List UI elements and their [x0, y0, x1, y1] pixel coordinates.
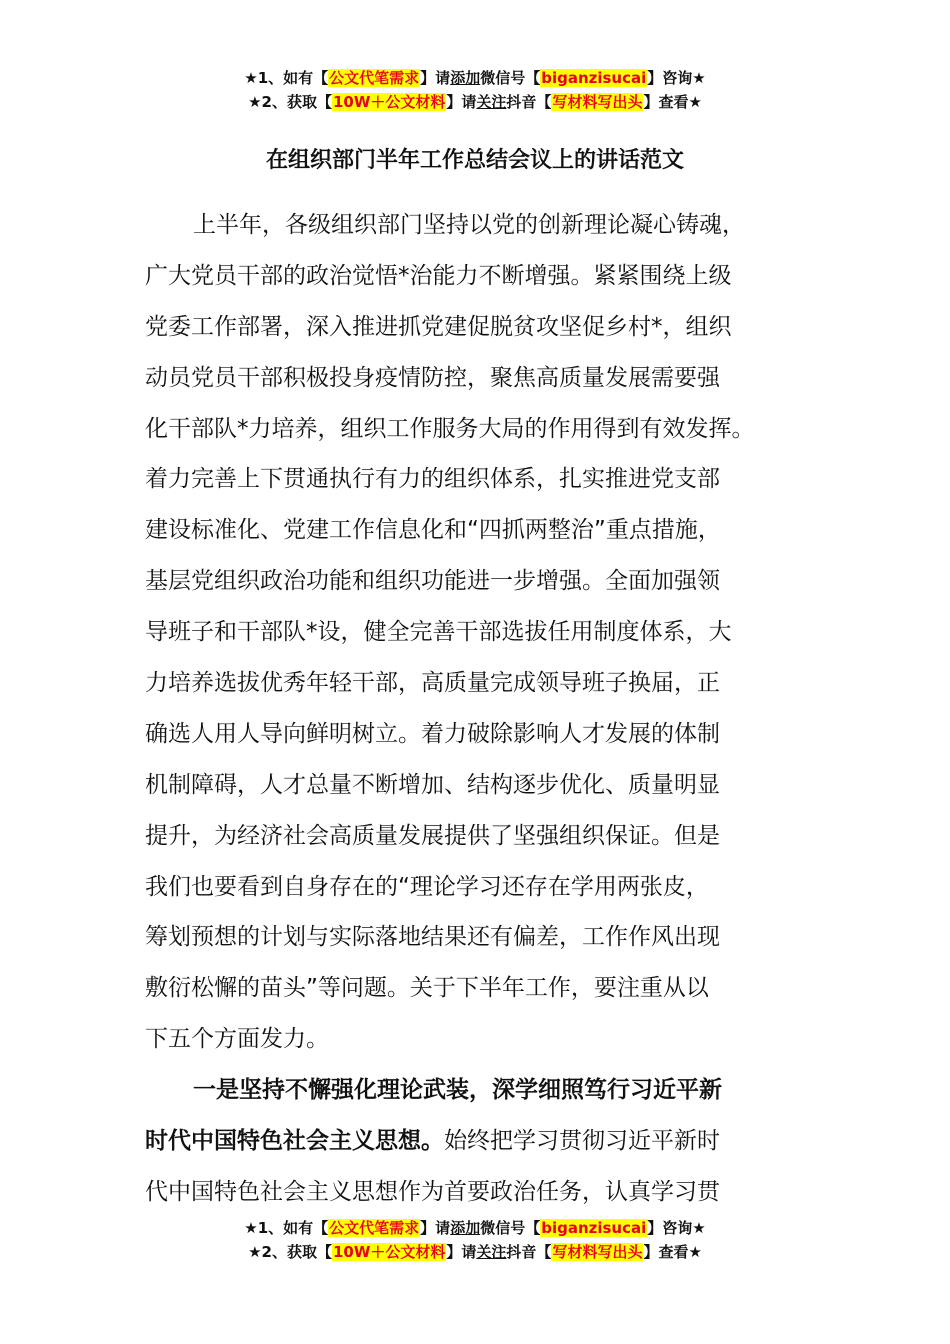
paragraph-line: 着力完善上下贯通执行有力的组织体系，扎实推进党支部: [145, 466, 720, 493]
banner-highlight: biganzisucai: [541, 1219, 647, 1237]
banner-highlight: 10W＋公文材料: [332, 1243, 446, 1261]
paragraph-line: 力培养选拔优秀年轻干部，高质量完成领导班子换届，正: [145, 670, 720, 697]
section-heading-end: 时代中国特色社会主义思想。: [145, 1128, 444, 1155]
banner-text: 】查看★: [643, 1243, 702, 1261]
paragraph-line: 动员党员干部积极投身疫情防控，聚焦高质量发展需要强: [145, 364, 720, 391]
banner-highlight: 公文代笔需求: [329, 69, 420, 87]
paragraph-line: 提升，为经济社会高质量发展提供了坚强组织保证。但是: [145, 822, 720, 849]
paragraph-line: 导班子和干部队*设，健全完善干部选拔任用制度体系，大: [145, 619, 732, 646]
banner-text: ★1、如有【: [244, 69, 329, 87]
paragraph-line: 下五个方面发力。: [145, 1026, 329, 1053]
banner-text: ★1、如有【: [244, 1219, 329, 1237]
banner-text: 抖音【: [506, 93, 552, 111]
banner-text: 】请: [420, 1219, 451, 1237]
paragraph-line: 建设标准化、党建工作信息化和“四抓两整治”重点措施，: [145, 517, 721, 544]
banner-text: 】咨询★: [647, 69, 706, 87]
banner-highlight: 写材料写出头: [552, 93, 643, 111]
banner-text: 】查看★: [643, 93, 702, 111]
banner-text: 】请: [446, 1243, 477, 1261]
banner-highlight: biganzisucai: [541, 69, 647, 87]
paragraph-line: 代中国特色社会主义思想作为首要政治任务，认真学习贯: [145, 1178, 720, 1205]
paragraph-line: 筹划预想的计划与实际落地结果还有偏差，工作作风出现: [145, 924, 720, 951]
paragraph-line: 敷衍松懈的苗头”等问题。关于下半年工作，要注重从以: [145, 975, 709, 1002]
paragraph-line: 党委工作部署，深入推进抓党建促脱贫攻坚促乡村*，组织: [145, 313, 732, 340]
banner-underlined: 添加: [450, 69, 481, 87]
paragraph-line: 基层党组织政治功能和组织功能进一步增强。全面加强领: [145, 568, 720, 595]
footer-banner: [0, 1216, 950, 1264]
banner-line-2: [0, 90, 950, 114]
paragraph-line: [145, 1116, 810, 1167]
paragraph-text: 始终把学习贯彻习近平新时: [444, 1128, 720, 1155]
banner-line-1: [0, 1216, 950, 1240]
banner-text: 微信号【: [480, 1219, 541, 1237]
paragraph-line: 确选人用人导向鲜明树立。着力破除影响人才发展的体制: [145, 720, 720, 747]
banner-line-2: [0, 1240, 950, 1264]
paragraph-line: 广大党员干部的政治觉悟*治能力不断增强。紧紧围绕上级: [145, 262, 732, 289]
banner-highlight: 公文代笔需求: [329, 1219, 420, 1237]
banner-text: 】请: [446, 93, 477, 111]
banner-underlined: 关注: [476, 93, 507, 111]
banner-line-1: [0, 66, 950, 90]
banner-text: 微信号【: [480, 69, 541, 87]
paragraph-line: 我们也要看到自身存在的“理论学习还存在学用两张皮，: [145, 873, 709, 900]
banner-text: 】请: [420, 69, 451, 87]
banner-text: 】咨询★: [647, 1219, 706, 1237]
document-body: [145, 200, 810, 1218]
banner-highlight: 10W＋公文材料: [332, 93, 446, 111]
section-heading-line: [145, 1065, 810, 1116]
banner-text: ★2、获取【: [248, 1243, 332, 1261]
banner-highlight: 写材料写出头: [552, 1243, 643, 1261]
banner-text: ★2、获取【: [248, 93, 332, 111]
section-heading: 一是坚持不懈强化理论武装，深学细照笃行习近平新: [193, 1077, 722, 1104]
banner-text: 抖音【: [506, 1243, 552, 1261]
document-title: 在组织部门半年工作总结会议上的讲话范文: [265, 148, 684, 173]
paragraph-line: 上半年，各级组织部门坚持以党的创新理论凝心铸魂，: [193, 212, 745, 238]
paragraph-line: 机制障碍，人才总量不断增加、结构逐步优化、质量明显: [145, 771, 720, 798]
banner-underlined: 关注: [476, 1243, 507, 1261]
paragraph-line: 化干部队*力培养，组织工作服务大局的作用得到有效发挥。: [145, 415, 755, 442]
banner-underlined: 添加: [450, 1219, 481, 1237]
header-banner: [0, 66, 950, 114]
